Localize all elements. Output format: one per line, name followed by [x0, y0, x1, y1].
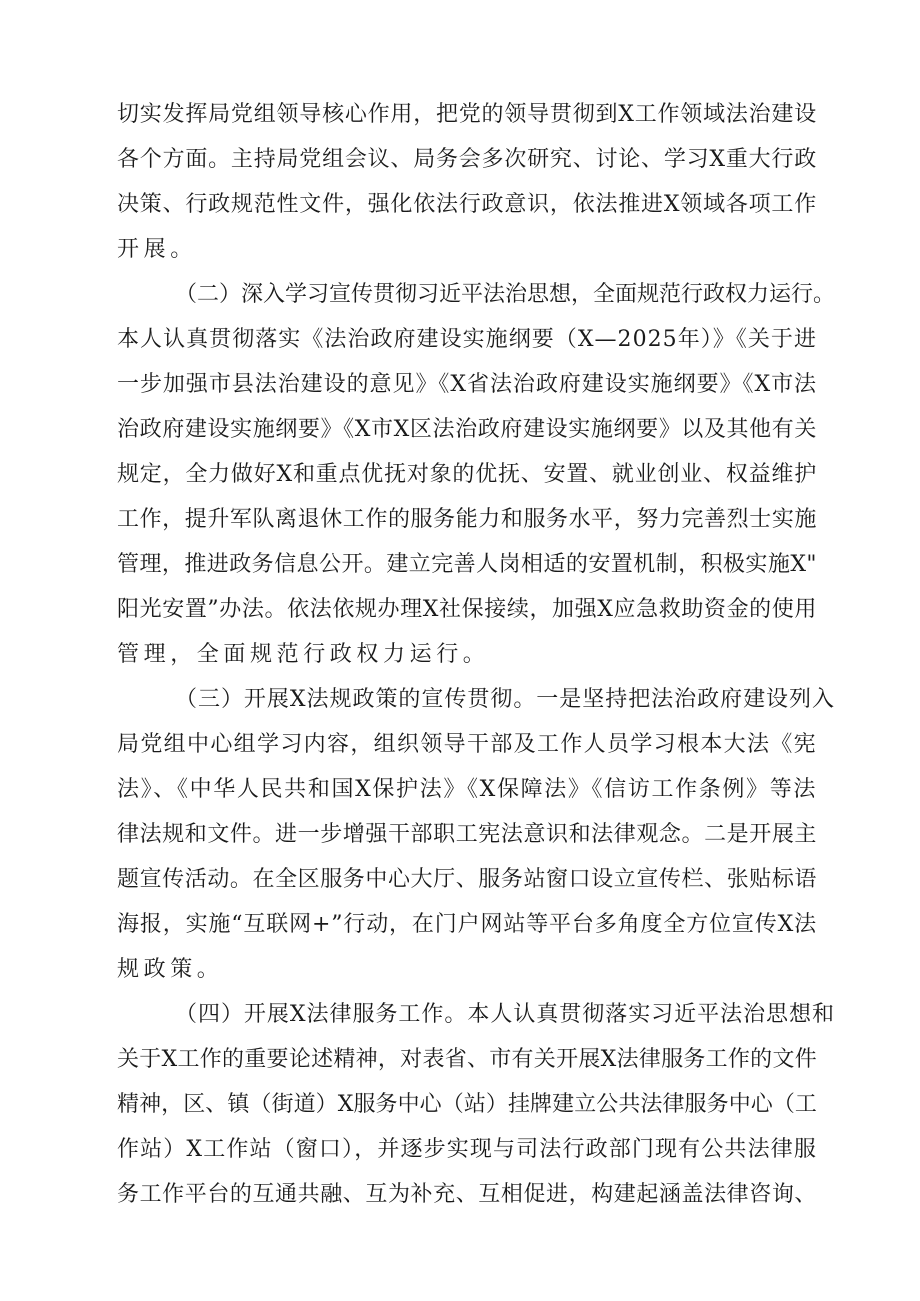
body-text-line: 作站）X工作站（窗口），并逐步实现与司法行政部门现有公共法律服	[117, 1137, 817, 1162]
body-text-line: 精神，区、镇（街道）X服务中心（站）挂牌建立公共法律服务中心（工	[117, 1092, 817, 1117]
body-text-line: 管理，全面规范行政权力运行。	[117, 642, 490, 667]
body-text-line: 切实发挥局党组领导核心作用，把党的领导贯彻到X工作领域法治建设	[117, 102, 817, 127]
body-text-line: 工作，提升军队离退休工作的服务能力和服务水平，努力完善烈士实施	[117, 507, 817, 532]
body-text-line: 本人认真贯彻落实《法治政府建设实施纲要（X—2025年）》《关于进	[117, 327, 817, 352]
body-text-line: 关于X工作的重要论述精神，对表省、市有关开展X法律服务工作的文件	[117, 1047, 817, 1072]
body-text-line: 阳光安置”办法。依法依规办理X社保接续，加强X应急救助资金的使用	[117, 597, 817, 622]
body-text-line: 法》、《中华人民共和国X保护法》《X保障法》《信访工作条例》等法	[117, 777, 817, 802]
body-text-line: 海报，实施“互联网+”行动，在门户网站等平台多角度全方位宣传X法	[117, 912, 817, 937]
body-text-line: 律法规和文件。进一步增强干部职工宪法意识和法律观念。二是开展主	[117, 822, 817, 847]
body-text-line: 规定，全力做好X和重点优抚对象的优抚、安置、就业创业、权益维护	[117, 462, 817, 487]
body-text-line: 规政策。	[117, 957, 224, 982]
body-text-line: 一步加强市县法治建设的意见》《X省法治政府建设实施纲要》《X市法	[117, 372, 817, 397]
paragraph-heading-line: （四）开展X法律服务工作。本人认真贯彻落实习近平法治思想和	[175, 1002, 835, 1027]
body-text-line: 务工作平台的互通共融、互为补充、互相促进，构建起涵盖法律咨询、	[117, 1182, 817, 1207]
body-text-line: 管理，推进政务信息公开。建立完善人岗相适的安置机制，积极实施X"	[117, 552, 817, 577]
body-text-line: 题宣传活动。在全区服务中心大厅、服务站窗口设立宣传栏、张贴标语	[117, 867, 817, 892]
body-text-line: 局党组中心组学习内容，组织领导干部及工作人员学习根本大法《宪	[117, 732, 817, 757]
body-text-line: 治政府建设实施纲要》《X市X区法治政府建设实施纲要》以及其他有关	[117, 417, 817, 442]
paragraph-heading-line: （二）深入学习宣传贯彻习近平法治思想，全面规范行政权力运行。	[175, 282, 835, 307]
body-text-line: 开展。	[117, 237, 197, 262]
paragraph-heading-line: （三）开展X法规政策的宣传贯彻。一是坚持把法治政府建设列入	[175, 687, 835, 712]
body-text-line: 决策、行政规范性文件，强化依法行政意识，依法推进X领域各项工作	[117, 192, 817, 217]
body-text-line: 各个方面。主持局党组会议、局务会多次研究、讨论、学习X重大行政	[117, 147, 817, 172]
